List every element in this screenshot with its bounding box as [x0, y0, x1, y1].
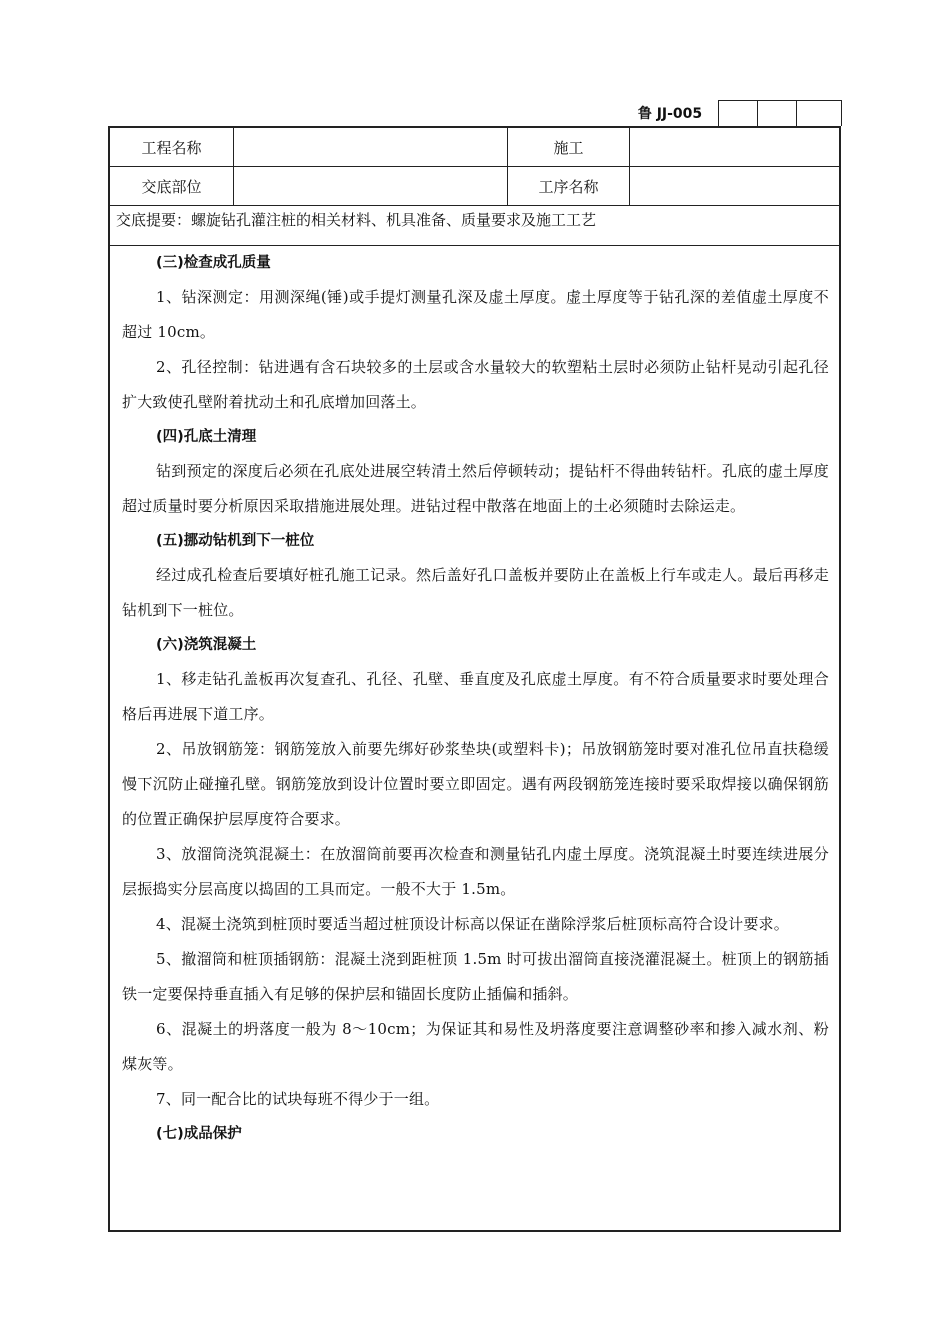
construction-label: 施工	[508, 128, 630, 166]
section-heading: (七)成品保护	[156, 1126, 242, 1142]
paragraph: 3、放溜筒浇筑混凝土：在放溜筒前要再次检查和测量钻孔内虚土厚度。浇筑混凝土时要连续进展分层振捣实分层高度以捣固的工具而定。一般不大于 1.5m。	[122, 845, 829, 898]
disclosure-part-field[interactable]	[234, 167, 508, 205]
paragraph: 2、孔径控制：钻进遇有含石块较多的土层或含水量较大的软塑粘土层时必须防止钻杆晃动引起孔径扩大致使孔壁附着扰动土和孔底增加回落土。	[122, 358, 829, 411]
disclosure-sheet	[108, 126, 841, 1232]
project-name-field[interactable]	[234, 128, 508, 166]
process-name-label: 工序名称	[508, 167, 630, 205]
paragraph: 经过成孔检查后要填好桩孔施工记录。然后盖好孔口盖板并要防止在盖板上行车或走人。最后再移走钻机到下一桩位。	[122, 566, 829, 619]
form-code-row	[622, 100, 842, 126]
section-heading: (五)挪动钻机到下一桩位	[156, 533, 315, 549]
section-heading: (三)检查成孔质量	[156, 255, 271, 271]
paragraph: 2、吊放钢筋笼：钢筋笼放入前要先绑好砂浆垫块(或塑料卡)；吊放钢筋笼时要对准孔位吊直扶稳缓慢下沉防止碰撞孔壁。钢筋笼放到设计位置时要立即固定。遇有两段钢筋笼连接时要采取焊接以确保钢筋的位置正确保护层厚度符合要求。	[122, 740, 829, 828]
process-name-field[interactable]	[630, 167, 839, 205]
paragraph: 钻到预定的深度后必须在孔底处进展空转清土然后停顿转动；提钻杆不得曲转钻杆。孔底的虚土厚度超过质量时要分析原因采取措施进展处理。进钻过程中散落在地面上的土必须随时去除运走。	[122, 462, 829, 515]
paragraph: 1、钻深测定：用测深绳(锤)或手提灯测量孔深及虚土厚度。虚土厚度等于钻孔深的差值虚土厚度不超过 10cm。	[122, 288, 829, 341]
section-heading: (四)孔底土清理	[156, 429, 257, 445]
disclosure-body	[110, 246, 839, 1151]
code-box[interactable]	[718, 100, 757, 126]
paragraph: 7、同一配合比的试块每班不得少于一组。	[156, 1090, 440, 1108]
form-code: 鲁 JJ-005	[637, 106, 703, 122]
section-heading: (六)浇筑混凝土	[156, 637, 257, 653]
disclosure-summary: 交底提要：螺旋钻孔灌注桩的相关材料、机具准备、质量要求及施工工艺	[110, 206, 839, 246]
header-row-1	[110, 128, 839, 167]
paragraph: 6、混凝土的坍落度一般为 8～10cm；为保证其和易性及坍落度要注意调整砂率和掺入减水剂、粉煤灰等。	[122, 1020, 829, 1073]
paragraph: 1、移走钻孔盖板再次复查孔、孔径、孔壁、垂直度及孔底虚土厚度。有不符合质量要求时要处理合格后再进展下道工序。	[122, 670, 829, 723]
project-name-label: 工程名称	[110, 128, 234, 166]
code-box[interactable]	[796, 100, 842, 126]
header-row-2	[110, 167, 839, 206]
paragraph: 4、混凝土浇筑到桩顶时要适当超过桩顶设计标高以保证在凿除浮浆后桩顶标高符合设计要求。	[156, 915, 789, 933]
disclosure-part-label: 交底部位	[110, 167, 234, 205]
paragraph: 5、撤溜筒和桩顶插钢筋：混凝土浇到距桩顶 1.5m 时可拔出溜筒直接浇灌混凝土。桩顶上的钢筋插铁一定要保持垂直插入有足够的保护层和锚固长度防止插偏和插斜。	[122, 950, 829, 1003]
construction-field[interactable]	[630, 128, 839, 166]
code-box[interactable]	[757, 100, 796, 126]
